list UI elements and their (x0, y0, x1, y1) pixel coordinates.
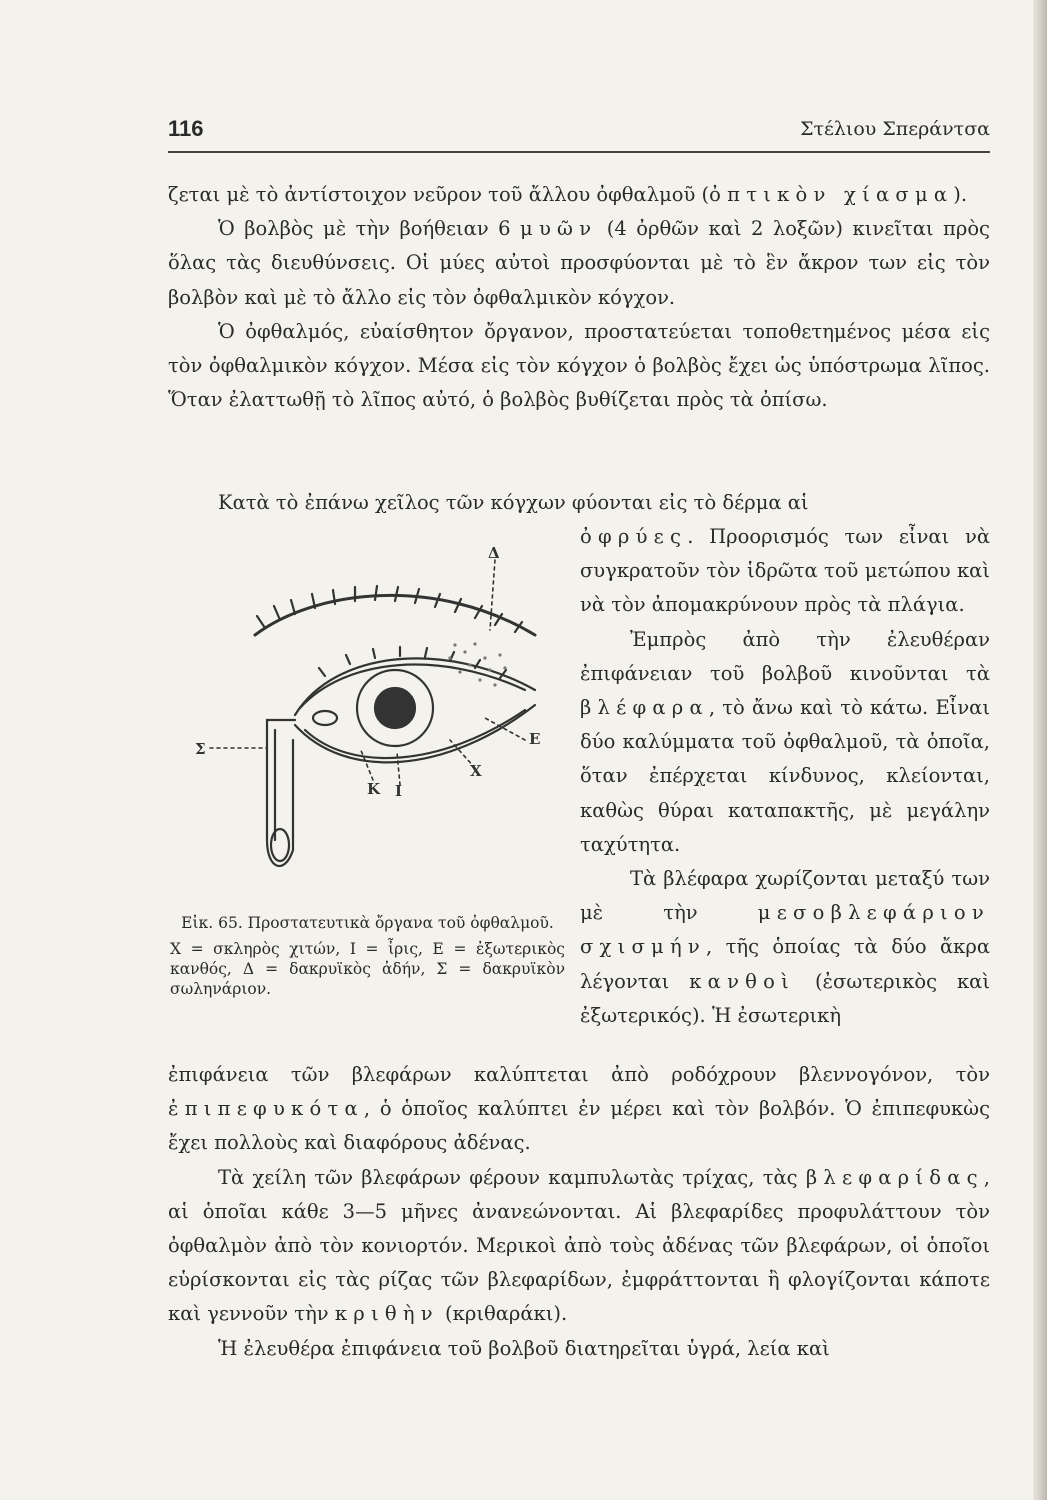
eye-figure (185, 540, 565, 910)
spaced-term: ἐπιπεφυκότα (168, 1097, 364, 1121)
paragraph: Ὁ ὀφθαλμός, εὐαίσθητον ὄργανον, προστατεύεται τοποθετημένος μέσα εἰς τὸν ὀφθαλμικὸν κόγχον. Μέσα εἰς τὸν κόγχον ὁ βολβὸς ἔχει ὡς ὑπόστρωμα λῖπος. Ὅταν ἐλαττωθῇ τὸ λῖπος αὐτό, ὁ βολβὸς βυθίζεται πρὸς τὰ ὀπίσω. (168, 319, 990, 412)
paragraph: Τὰ χείλη τῶν βλεφάρων φέρουν καμπυλωτὰς τρίχας, τὰς βλεφαρίδας, αἱ ὁποῖαι κάθε 3—5 μῆνες ἀνανεώνονται. Αἱ βλεφαρίδες προφυλάττουν τὸν ὀφθαλμὸν ἀπὸ τὸν κονιορτόν. Μερικοὶ ἀπὸ τοὺς ἀδένας τῶν βλεφάρων, οἱ ὁποῖοι εὑρίσκονται εἰς τὰς ρίζας τῶν βλεφαρίδων, ἐμφράττονται ἢ φλογίζονται κάποτε καὶ γεννοῦν τὴν κριθὴν (κριθαράκι). (168, 1165, 990, 1326)
text-column-right (580, 520, 990, 1033)
label-sigma: Σ (195, 740, 206, 758)
caption-legend: Χ = σκληρὸς χιτών, Ι = ἶρις, Ε = ἐξωτερικὸς κανθός, Δ = δακρυϊκὸς ἀδήν, Σ = δακρυϊκὸν σωληνάριον. (170, 940, 565, 998)
label-iota: Ι (395, 782, 403, 800)
label-chi: Χ (470, 762, 482, 780)
paragraph: ὀφρύες. Προορισμός των εἶναι νὰ συγκρατοῦν τὸν ἱδρῶτα τοῦ μετώπου καὶ νὰ τὸν ἀπομακρύνουν πρὸς τὰ πλάγια. (580, 525, 990, 617)
page-number: 116 (168, 116, 204, 141)
text-block-bottom (168, 1058, 990, 1366)
spaced-term: κανθοὶ (689, 969, 796, 993)
paragraph-lead-line: Κατὰ τὸ ἐπάνω χεῖλος τῶν κόγχων φύονται εἰς τὸ δέρμα αἱ (218, 491, 809, 514)
header-rule (168, 151, 990, 153)
spaced-term: ὀφρύες (580, 525, 688, 548)
page-edge-shadow (1033, 0, 1047, 1500)
label-epsilon: Ε (529, 730, 541, 748)
text-block-top (168, 178, 990, 417)
spaced-term: ὀπτικὸν χίασμα (709, 183, 954, 206)
page-header (168, 116, 990, 148)
spaced-term: κριθὴν (334, 1302, 439, 1326)
paragraph: Ἡ ἐλευθέρα ἐπιφάνεια τοῦ βολβοῦ διατηρεῖται ὑγρά, λεία καὶ (218, 1336, 830, 1360)
paragraph: Τὰ βλέφαρα χωρίζονται μεταξύ των μὲ τὴν μεσοβλεφάριον σχισμήν, τῆς ὁποίας τὰ δύο ἄκρα λέγονται κανθοὶ (ἐσωτερικὸς καὶ ἐξωτερικός). Ἡ ἐσωτερικὴ (580, 867, 990, 1027)
pupil (375, 688, 415, 728)
spaced-term: μεσοβλεφάριον σχισμήν (580, 901, 990, 959)
figure-caption (170, 913, 565, 999)
caption-title: Εἰκ. 65. Προστατευτικὰ ὄργανα τοῦ ὀφθαλμοῦ. (181, 914, 554, 932)
paragraph: ζεται μὲ τὸ ἀντίστοιχον νεῦρον τοῦ ἄλλου ὀφθαλμοῦ (ὀπτικὸν χίασμα). (168, 183, 968, 206)
spaced-term: βλεφαρίδας (805, 1165, 984, 1189)
paragraph: Ὁ βολβὸς μὲ τὴν βοήθειαν 6 μυῶν (4 ὀρθῶν καὶ 2 λοξῶν) κινεῖται πρὸς ὅλας τὰς διευθύνσεις. Οἱ μύες αὐτοὶ προσφύονται μὲ τὸ ἓν ἄκρον των εἰς τὸν βολβὸν καὶ μὲ τὸ ἄλλο εἰς τὸν ὀφθαλμικὸν κόγχον. (168, 217, 990, 309)
paragraph: ἐπιφάνεια τῶν βλεφάρων καλύπτεται ἀπὸ ροδόχρουν βλεννογόνον, τὸν ἐπιπεφυκότα, ὁ ὁποῖος καλύπτει ἐν μέρει καὶ τὸν βολβόν. Ὁ ἐπιπεφυκὼς ἔχει πολλοὺς καὶ διαφόρους ἀδένας. (168, 1063, 990, 1155)
spaced-term: μυῶν (520, 217, 598, 241)
paragraph: Ἐμπρὸς ἀπὸ τὴν ἐλευθέραν ἐπιφάνειαν τοῦ βολβοῦ κινοῦνται τὰ βλέφαρα, τὸ ἄνω καὶ τὸ κάτω. Εἶναι δύο καλύμματα τοῦ ὀφθαλμοῦ, τὰ ὁποῖα, ὅταν ἐπέρχεται κίνδυνος, κλείονται, καθὼς θύραι καταπακτῆς, μὲ μεγάλην ταχύτητα. (580, 627, 990, 856)
running-title: Στέλιου Σπεράντσα (800, 118, 990, 140)
label-kappa: Κ (367, 780, 381, 798)
label-delta: Δ (488, 544, 500, 562)
spaced-term: βλέφαρα (580, 696, 709, 720)
